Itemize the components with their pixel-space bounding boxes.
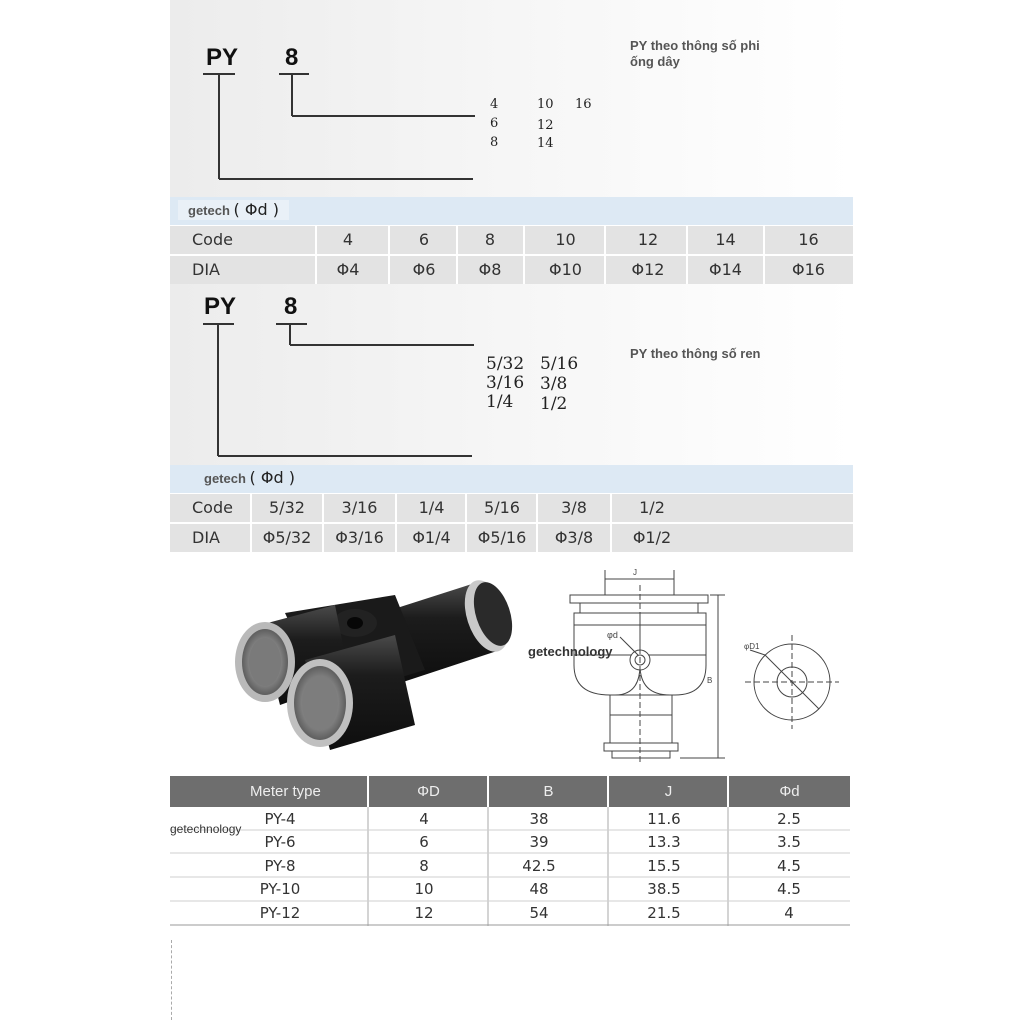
cell-meter-type: PY-12 [259, 904, 301, 922]
cell-phi-D: 8 [419, 857, 429, 875]
header-B: B [543, 783, 554, 800]
section1-option: 6 [490, 116, 499, 131]
cell-meter-type: PY-6 [264, 833, 296, 851]
dia-cell: Φ5/32 [262, 528, 312, 547]
section2-size: 8 [284, 293, 298, 320]
table-row [170, 878, 850, 901]
dia-cell: Φ16 [792, 260, 825, 279]
dia-cell: Φ1/4 [412, 528, 451, 547]
header-phi-D: ΦD [417, 783, 440, 800]
dia-cell: Φ5/16 [477, 528, 527, 547]
code-label: Code [192, 498, 233, 517]
cell-J: 13.3 [647, 833, 681, 851]
cell-J: 21.5 [647, 904, 681, 922]
table-watermark: getechnology [170, 822, 242, 836]
table-row [170, 902, 850, 925]
section2-note: PY theo thông số ren [630, 346, 761, 361]
left-edge-marks [171, 940, 173, 1020]
cell-B: 48 [529, 880, 549, 898]
dia-cell: Φ10 [549, 260, 582, 279]
code-cell: 5/32 [269, 498, 305, 517]
section1-band-symbol: ( Φd ) [233, 200, 279, 219]
cell-phi-D: 6 [419, 833, 429, 851]
header-J: J [664, 783, 673, 800]
cell-meter-type: PY-4 [264, 810, 296, 828]
section2-band-label: getech [204, 471, 246, 486]
section1-note-line2: ống dây [630, 54, 680, 69]
dia-cell: Φ14 [709, 260, 742, 279]
dia-cell: Φ1/2 [632, 528, 672, 547]
section1-leader-lines [170, 0, 853, 197]
section1-option: 14 [537, 136, 554, 151]
section2-band-symbol: ( Φd ) [249, 468, 295, 487]
dia-cell: Φ12 [631, 260, 665, 279]
cell-phi-D: 4 [419, 810, 429, 828]
code-cell: 1/2 [639, 498, 665, 517]
cell-phi-d: 4.5 [777, 857, 801, 875]
drawing-label-j: J [633, 568, 637, 577]
dia-label: DIA [192, 528, 220, 547]
code-cell: 3/8 [561, 498, 587, 517]
dia-cell: Φ4 [336, 260, 360, 279]
cell-phi-d: 3.5 [777, 833, 801, 851]
cell-phi-d: 4.5 [777, 880, 801, 898]
section2-option: 1/2 [540, 394, 568, 414]
cell-phi-d: 4 [784, 904, 794, 922]
code-cell: 8 [484, 230, 496, 249]
cell-B: 39 [529, 833, 549, 851]
dia-cell: Φ6 [412, 260, 436, 279]
cell-meter-type: PY-8 [264, 857, 296, 875]
code-cell: 1/4 [418, 498, 445, 517]
dia-cell: Φ8 [478, 260, 502, 279]
section1-size: 8 [285, 44, 299, 71]
code-cell: 6 [418, 230, 430, 249]
code-cell: 3/16 [341, 498, 378, 517]
cell-B: 38 [529, 810, 549, 828]
code-cell: 12 [637, 230, 659, 249]
product-photo [225, 565, 520, 765]
drawing-watermark: getechnology [528, 644, 613, 659]
code-cell: 4 [342, 230, 354, 249]
code-cell: 5/16 [484, 498, 520, 517]
dia-cell: Φ3/8 [554, 528, 594, 547]
section1-prefix: PY [206, 44, 239, 71]
drawing-label-phid1: φD1 [744, 642, 760, 651]
section1-option: 12 [537, 118, 554, 133]
cell-J: 11.6 [647, 810, 681, 828]
technical-drawing [560, 565, 850, 775]
cell-J: 15.5 [647, 857, 681, 875]
section1-option: 8 [490, 135, 499, 150]
table-row [170, 831, 850, 854]
code-cell: 10 [555, 230, 576, 249]
section1-table-grid [170, 226, 853, 284]
section2-option: 5/16 [540, 354, 579, 374]
cell-phi-D: 12 [414, 904, 434, 922]
cell-B: 54 [529, 904, 549, 922]
dia-label: DIA [192, 260, 220, 279]
section2-option: 3/16 [486, 373, 525, 393]
cell-J: 38.5 [647, 880, 681, 898]
section1-option: 10 [537, 97, 554, 112]
table-row [170, 855, 850, 878]
section2-prefix: PY [204, 293, 237, 320]
code-cell: 16 [798, 230, 819, 249]
drawing-label-b: B [707, 676, 713, 685]
section2-option: 1/4 [486, 392, 514, 412]
section1-band-label: getech [188, 203, 230, 218]
section1-band [170, 197, 853, 225]
cell-phi-D: 10 [414, 880, 434, 898]
section1-note-line1: PY theo thông số phi [630, 38, 760, 53]
table-row [170, 808, 850, 831]
header-meter-type: Meter type [250, 783, 321, 800]
section2-table-grid [170, 494, 853, 552]
code-cell: 14 [715, 230, 736, 249]
header-phi-d: Φd [779, 783, 800, 800]
cell-meter-type: PY-10 [259, 880, 301, 898]
cell-B: 42.5 [522, 857, 556, 875]
drawing-label-phid: φd [607, 630, 618, 640]
section2-option: 5/32 [486, 354, 525, 374]
code-label: Code [192, 230, 233, 249]
cell-phi-d: 2.5 [777, 810, 801, 828]
section1-option: 4 [490, 97, 499, 112]
section1-option: 16 [575, 97, 592, 112]
section1-note [630, 38, 760, 70]
dia-cell: Φ3/16 [335, 528, 384, 547]
section2-option: 3/8 [540, 374, 568, 394]
section2-band [170, 465, 853, 493]
